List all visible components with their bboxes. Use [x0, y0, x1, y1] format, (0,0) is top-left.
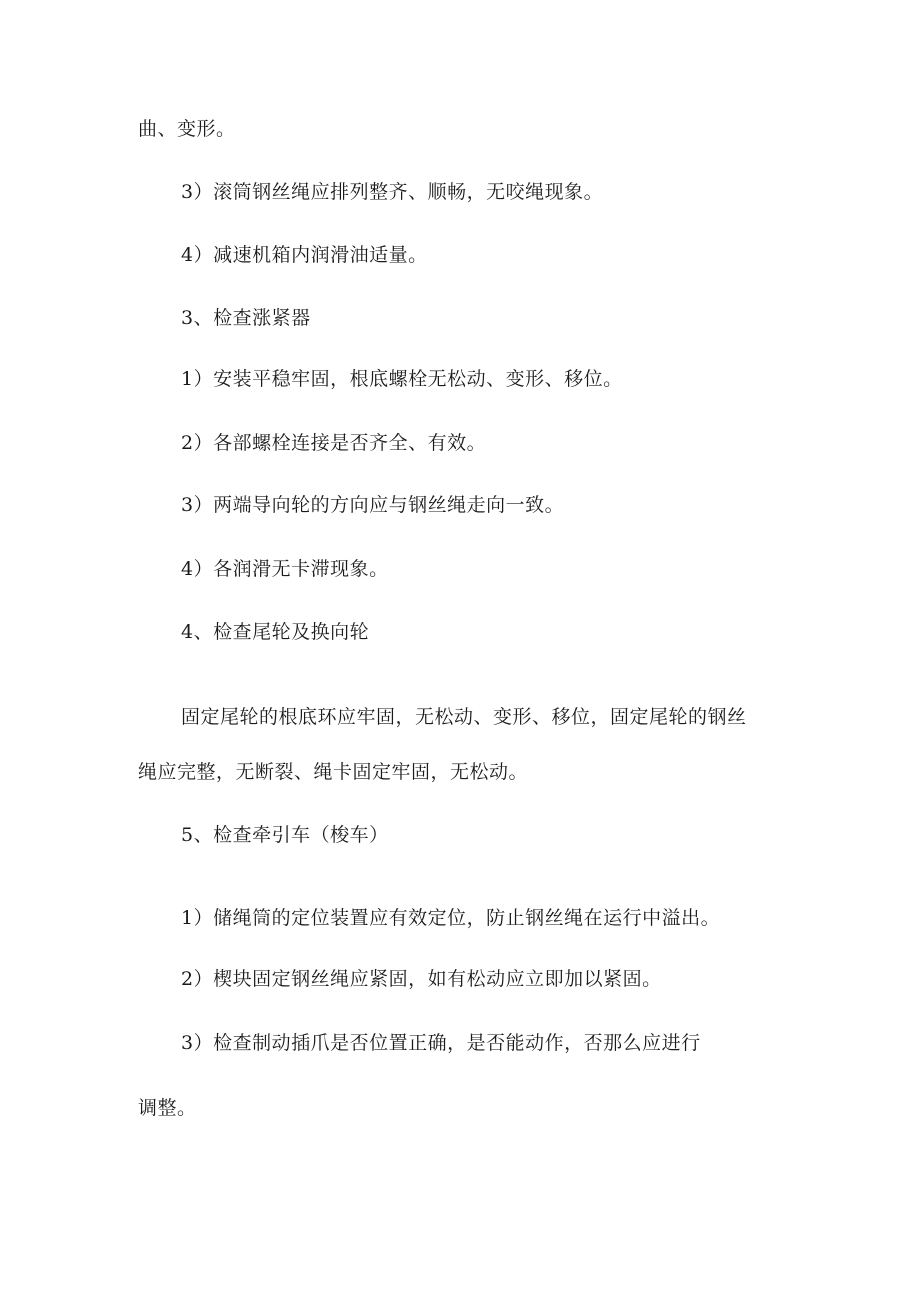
section-heading: 3、检查涨紧器 — [181, 307, 311, 329]
text-line: 4）减速机箱内润滑油适量。 — [181, 244, 428, 266]
text-line: 3）两端导向轮的方向应与钢丝绳走向一致。 — [181, 494, 565, 516]
text-line: 2）各部螺栓连接是否齐全、有效。 — [181, 432, 487, 454]
text-line: 调整。 — [138, 1097, 197, 1119]
text-line: 2）楔块固定钢丝绳应紧固，如有松动应立即加以紧固。 — [181, 968, 662, 990]
text-line: 曲、变形。 — [138, 118, 236, 140]
text-line: 3）检查制动插爪是否位置正确，是否能动作，否那么应进行 — [181, 1032, 701, 1054]
section-heading: 4、检查尾轮及换向轮 — [181, 621, 370, 643]
text-line: 固定尾轮的根底环应牢固，无松动、变形、移位，固定尾轮的钢丝 — [181, 706, 747, 728]
text-line: 1）储绳筒的定位装置应有效定位，防止钢丝绳在运行中溢出。 — [181, 907, 721, 929]
text-line: 4）各润滑无卡滞现象。 — [181, 558, 389, 580]
text-line: 1）安装平稳牢固，根底螺栓无松动、变形、移位。 — [181, 368, 623, 390]
section-heading: 5、检查牵引车（梭车） — [181, 824, 389, 846]
text-line: 绳应完整，无断裂、绳卡固定牢固，无松动。 — [138, 761, 529, 783]
text-line: 3）滚筒钢丝绳应排列整齐、顺畅，无咬绳现象。 — [181, 181, 604, 203]
